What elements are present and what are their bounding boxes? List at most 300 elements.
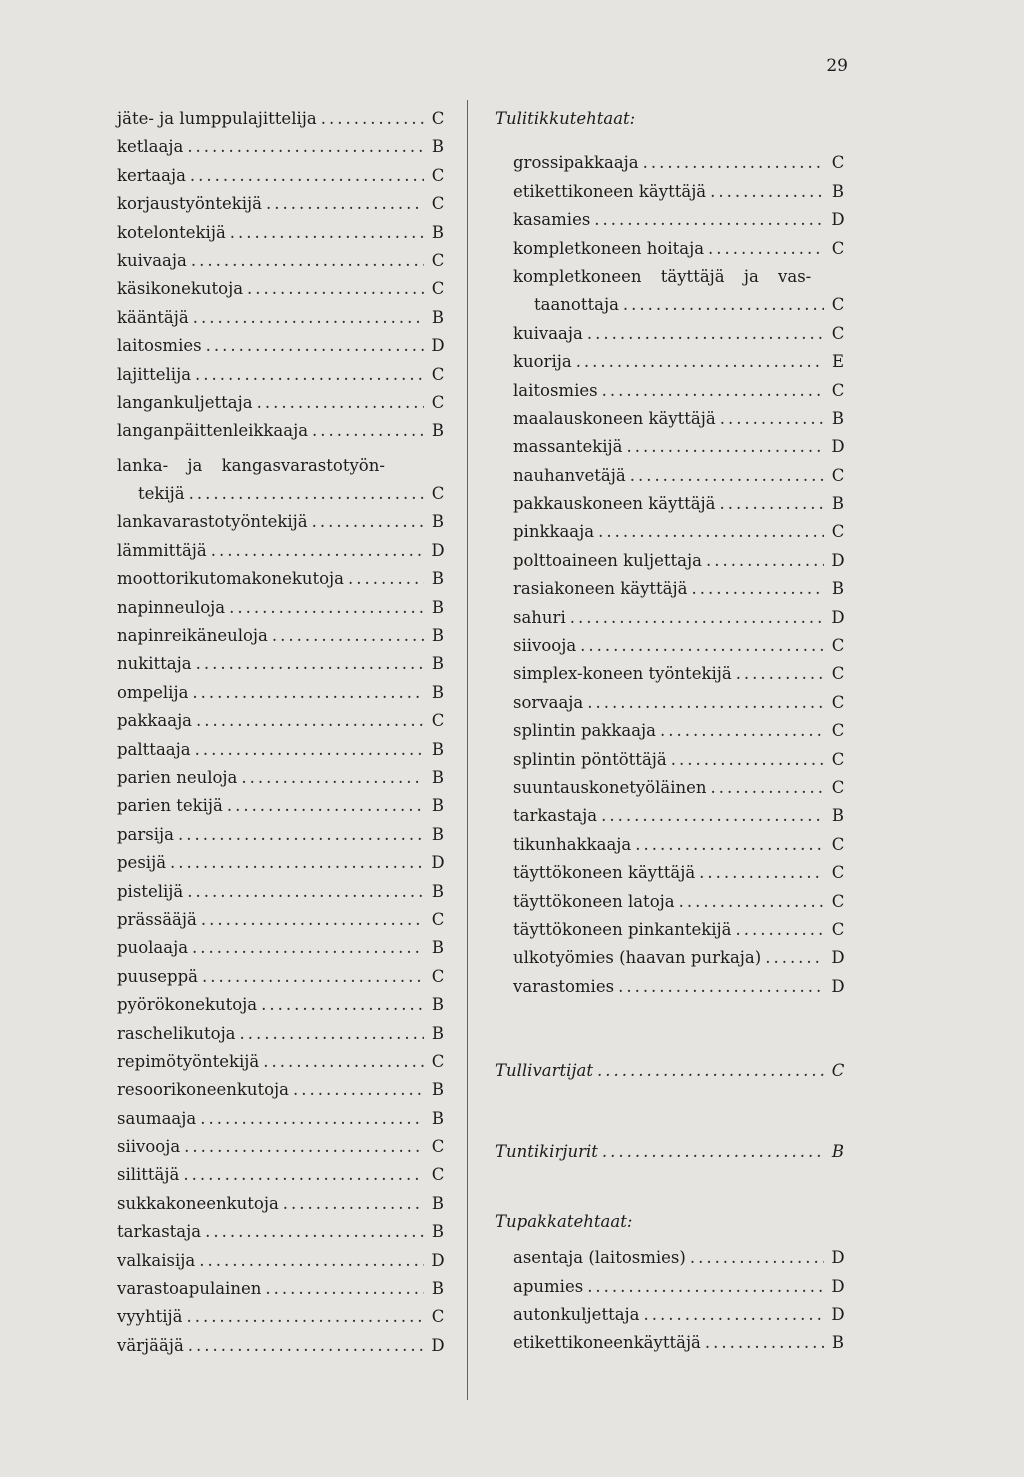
list-item — [117, 1332, 447, 1360]
occupation-name: kuorija — [513, 352, 572, 372]
dot-leader — [193, 304, 424, 332]
grade-value: C — [831, 749, 845, 769]
dot-leader — [710, 178, 824, 206]
grade-value: D — [431, 1335, 445, 1355]
dot-leader — [257, 389, 424, 417]
occupation-name: apumies — [513, 1276, 584, 1296]
occupation-name: ketlaaja — [117, 137, 184, 157]
occupation-name: pakkauskoneen käyttäjä — [513, 494, 716, 514]
grade-value: B — [831, 408, 845, 428]
list-item — [117, 190, 447, 218]
occupation-name: siivooja — [513, 636, 577, 656]
dot-leader — [283, 1190, 424, 1218]
occupation-name: lanka- ja kangasvarastotyön- — [117, 455, 385, 475]
grade-value: C — [431, 1051, 445, 1071]
list-item — [495, 462, 847, 490]
list-item — [495, 1273, 847, 1301]
occupation-name: napinneuloja — [117, 597, 226, 617]
occupation-name: kompletkoneen hoitaja — [513, 238, 705, 258]
list-item-first-line — [495, 263, 847, 291]
grade-value: B — [431, 1193, 445, 1213]
grade-value: D — [831, 550, 845, 570]
grade-value: B — [431, 597, 445, 617]
occupation-name: langanpäittenleikkaaja — [117, 421, 309, 441]
list-item — [495, 859, 847, 887]
occupation-name: polttoaineen kuljettaja — [513, 550, 702, 570]
grade-value: B — [831, 579, 845, 599]
dot-leader — [241, 764, 424, 792]
grade-value: C — [831, 891, 845, 911]
grade-value: B — [431, 654, 445, 674]
grade-value: C — [831, 863, 845, 883]
list-item — [117, 1161, 447, 1189]
page-number: 29 — [826, 56, 848, 76]
dot-leader — [660, 717, 824, 745]
grade-value: B — [831, 494, 845, 514]
dot-leader — [240, 1020, 424, 1048]
grade-value: C — [431, 194, 445, 214]
occupation-name: rasiakoneen käyttäjä — [513, 579, 688, 599]
occupation-name: splintin pakkaaja — [513, 721, 657, 741]
right-column — [495, 105, 847, 1358]
occupation-name: siivooja — [117, 1137, 181, 1157]
dot-leader — [706, 547, 824, 575]
dot-leader — [348, 565, 424, 593]
grade-value: B — [431, 1279, 445, 1299]
list-item — [117, 361, 447, 389]
list-item — [495, 433, 847, 461]
occupation-name: saumaaja — [117, 1108, 197, 1128]
dot-leader — [587, 1273, 824, 1301]
grade-value: D — [831, 1276, 845, 1296]
occupation-name: lankavarastotyöntekijä — [117, 512, 308, 532]
dot-leader — [580, 632, 824, 660]
occupation-name: pesijä — [117, 853, 167, 873]
tulitikkutehtaat-list — [495, 149, 847, 1001]
dot-leader — [202, 963, 424, 991]
list-item — [117, 991, 447, 1019]
dot-leader — [184, 1133, 424, 1161]
dot-leader — [183, 1161, 424, 1189]
list-item — [117, 963, 447, 991]
grade-value: B — [431, 995, 445, 1015]
list-item — [495, 377, 847, 405]
grade-value: C — [431, 279, 445, 299]
list-item — [117, 1303, 447, 1331]
occupation-name: simplex-koneen työntekijä — [513, 664, 732, 684]
occupation-name: kotelontekijä — [117, 222, 226, 242]
list-item — [117, 565, 447, 593]
dot-leader — [186, 1303, 424, 1331]
occupation-name: silittäjä — [117, 1165, 180, 1185]
occupation-name: täyttökoneen käyttäjä — [513, 863, 696, 883]
list-item-first-line — [117, 452, 447, 480]
occupation-name: nukittaja — [117, 654, 192, 674]
grade-value: B — [431, 222, 445, 242]
occupation-name: puuseppä — [117, 966, 199, 986]
dot-leader — [195, 736, 424, 764]
occupation-name: etikettikoneenkäyttäjä — [513, 1333, 701, 1353]
occupation-name: kertaaja — [117, 165, 186, 185]
dot-leader — [199, 1247, 424, 1275]
list-item — [495, 746, 847, 774]
dot-leader — [196, 650, 424, 678]
dot-leader — [644, 1301, 825, 1329]
list-item — [117, 1190, 447, 1218]
list-item — [495, 831, 847, 859]
dot-leader — [265, 1275, 424, 1303]
list-item — [117, 480, 447, 508]
list-item — [495, 632, 847, 660]
occupation-name: maalauskoneen käyttäjä — [513, 408, 716, 428]
dot-leader — [736, 916, 825, 944]
occupation-name: etikettikoneen käyttäjä — [513, 181, 707, 201]
dot-leader — [736, 660, 824, 688]
list-item — [117, 1076, 447, 1104]
grade-value: C — [831, 238, 845, 258]
grade-value: D — [831, 210, 845, 230]
occupation-name: täyttökoneen latoja — [513, 891, 675, 911]
occupation-name: sahuri — [513, 607, 566, 627]
dot-leader — [627, 433, 824, 461]
occupation-name: moottorikutomakonekutoja — [117, 569, 345, 589]
list-item — [117, 707, 447, 735]
dot-leader — [618, 973, 824, 1001]
occupation-name: valkaisija — [117, 1250, 196, 1270]
dot-leader — [630, 462, 824, 490]
dot-leader — [206, 332, 424, 360]
list-item — [495, 916, 847, 944]
list-item — [117, 1247, 447, 1275]
occupation-name: pakkaaja — [117, 711, 193, 731]
occupation-name: ompelija — [117, 682, 189, 702]
dot-leader — [187, 878, 424, 906]
dot-leader — [196, 707, 424, 735]
grade-value: B — [431, 512, 445, 532]
list-item — [117, 537, 447, 565]
dot-leader — [635, 831, 824, 859]
grade-value: C — [831, 1061, 845, 1081]
occupation-name: raschelikutoja — [117, 1023, 236, 1043]
grade-value: B — [431, 739, 445, 759]
grade-value: D — [431, 540, 445, 560]
occupation-name: jäte- ja lumppulajittelija — [117, 109, 317, 128]
left-column — [117, 105, 447, 1360]
occupation-name: täyttökoneen pinkantekijä — [513, 919, 732, 939]
grade-value: B — [431, 421, 445, 441]
grade-value: C — [431, 250, 445, 270]
dot-leader — [272, 622, 424, 650]
grade-value: C — [831, 692, 845, 712]
list-item — [117, 133, 447, 161]
grade-value: C — [831, 664, 845, 684]
dot-leader — [190, 162, 424, 190]
dot-leader — [192, 679, 424, 707]
list-item — [117, 622, 447, 650]
list-item — [495, 518, 847, 546]
dot-leader — [229, 594, 424, 622]
list-item — [495, 235, 847, 263]
list-item — [495, 149, 847, 177]
grade-value: C — [831, 522, 845, 542]
occupation-name: korjaustyöntekijä — [117, 194, 263, 214]
grade-value: C — [831, 919, 845, 939]
dot-leader — [192, 934, 424, 962]
grade-value: C — [431, 966, 445, 986]
grade-value: B — [431, 626, 445, 646]
dot-leader — [230, 219, 424, 247]
list-item — [495, 973, 847, 1001]
occupation-name: resoorikoneenkutoja — [117, 1080, 290, 1100]
dot-leader — [699, 859, 824, 887]
dot-leader — [187, 133, 424, 161]
list-item — [117, 1218, 447, 1246]
list-item — [495, 774, 847, 802]
section-heading-tupakkatehtaat: Tupakkatehtaat: — [495, 1211, 633, 1231]
list-item — [117, 105, 447, 133]
occupation-name: parien tekijä — [117, 796, 223, 816]
grade-value: C — [431, 484, 445, 504]
dot-leader — [705, 1329, 824, 1357]
grade-value: B — [431, 796, 445, 816]
list-item — [117, 1048, 447, 1076]
occupation-name: pinkkaaja — [513, 522, 595, 542]
list-item — [117, 878, 447, 906]
occupation-name: parsija — [117, 824, 174, 844]
section-heading-tulitikkutehtaat: Tulitikkutehtaat: — [495, 109, 636, 128]
occupation-name: laitosmies — [117, 336, 202, 356]
occupation-name: asentaja (laitosmies) — [513, 1248, 686, 1268]
occupation-name: nauhanvetäjä — [513, 465, 626, 485]
grade-value: D — [831, 1248, 845, 1268]
grade-value: C — [431, 364, 445, 384]
occupation-name: ulkotyömies (haavan purkaja) — [513, 948, 762, 968]
occupation-name: sorvaaja — [513, 692, 584, 712]
list-item — [117, 650, 447, 678]
list-item — [495, 1244, 847, 1272]
occupation-name: splintin pöntöttäjä — [513, 749, 667, 769]
grade-value: D — [431, 853, 445, 873]
list-item — [495, 547, 847, 575]
grade-value: D — [831, 1305, 845, 1325]
list-item — [117, 247, 447, 275]
dot-leader — [643, 149, 824, 177]
list-item — [117, 508, 447, 536]
dot-leader — [708, 235, 824, 263]
grade-value: C — [431, 1137, 445, 1157]
list-item — [117, 679, 447, 707]
list-item — [117, 821, 447, 849]
grade-value: C — [831, 834, 845, 854]
grade-value: C — [831, 465, 845, 485]
list-item — [117, 304, 447, 332]
grade-value: B — [431, 1023, 445, 1043]
occupation-name: suuntauskonetyöläinen — [513, 777, 707, 797]
list-item — [117, 275, 447, 303]
grade-value: B — [431, 881, 445, 901]
dot-leader — [312, 508, 424, 536]
dot-leader — [195, 361, 424, 389]
dot-leader — [601, 802, 824, 830]
list-item — [117, 1105, 447, 1133]
dot-leader — [227, 792, 424, 820]
occupation-name: parien neuloja — [117, 767, 238, 787]
list-item — [495, 405, 847, 433]
occupation-name: varastoapulainen — [117, 1279, 262, 1299]
dot-leader — [191, 247, 424, 275]
grade-value: D — [831, 607, 845, 627]
occupation-name-continuation: taanottaja — [534, 295, 619, 315]
list-item — [495, 178, 847, 206]
dot-leader — [587, 320, 824, 348]
occupation-name: puolaaja — [117, 938, 189, 958]
occupation-name: grossipakkaaja — [513, 153, 639, 173]
grade-value: C — [431, 909, 445, 929]
occupation-name: tarkastaja — [513, 806, 598, 826]
dot-leader — [200, 1105, 424, 1133]
grade-value: C — [431, 165, 445, 185]
occupation-name: varastomies — [513, 976, 615, 996]
grade-value: C — [431, 1307, 445, 1327]
grade-value: C — [431, 1165, 445, 1185]
grade-value: C — [831, 721, 845, 741]
grade-value: B — [431, 137, 445, 157]
grade-value: B — [831, 1141, 845, 1161]
grade-value: B — [431, 1080, 445, 1100]
grade-value: B — [831, 181, 845, 201]
occupation-name: lajittelija — [117, 364, 192, 384]
dot-leader — [170, 849, 424, 877]
dot-leader — [312, 417, 424, 445]
grade-value: C — [831, 636, 845, 656]
dot-leader — [570, 604, 824, 632]
occupation-name: pyörökonekutoja — [117, 995, 258, 1015]
dot-leader — [602, 1138, 824, 1166]
occupation-name: prässääjä — [117, 909, 197, 929]
grade-value: B — [431, 682, 445, 702]
dot-leader — [720, 490, 825, 518]
dot-leader — [597, 1057, 824, 1085]
occupation-name: tikunhakkaaja — [513, 834, 632, 854]
grade-value: B — [831, 1333, 845, 1353]
dot-leader — [711, 774, 824, 802]
list-item — [495, 320, 847, 348]
list-item — [117, 764, 447, 792]
dot-leader — [205, 1218, 424, 1246]
grade-value: D — [431, 336, 445, 356]
dot-leader — [261, 991, 424, 1019]
tupakkatehtaat-list — [495, 1244, 847, 1358]
list-item — [495, 490, 847, 518]
dot-leader — [178, 821, 424, 849]
dot-leader — [691, 575, 824, 603]
list-item — [495, 575, 847, 603]
grade-value: C — [831, 295, 845, 315]
dot-leader — [576, 348, 824, 376]
grade-value: B — [431, 569, 445, 589]
occupation-name: napinreikäneuloja — [117, 626, 268, 646]
dot-leader — [201, 906, 424, 934]
list-item — [495, 944, 847, 972]
dot-leader — [671, 746, 824, 774]
list-item — [117, 1020, 447, 1048]
occupation-name: kompletkoneen täyttäjä ja vas- — [513, 266, 812, 286]
grade-value: B — [431, 1108, 445, 1128]
dot-leader — [263, 1048, 424, 1076]
list-item — [495, 802, 847, 830]
dot-leader — [623, 291, 824, 319]
grade-value: B — [431, 307, 445, 327]
section-heading-tullivartijat: Tullivartijat ..... C — [495, 1057, 847, 1085]
list-item — [495, 1301, 847, 1329]
occupation-name: tarkastaja — [117, 1222, 202, 1242]
section-heading-tuntikirjurit: Tuntikirjurit ..... B — [495, 1138, 847, 1166]
grade-value: C — [431, 392, 445, 412]
occupation-name: autonkuljettaja — [513, 1305, 640, 1325]
grade-value: B — [831, 806, 845, 826]
grade-value: C — [831, 777, 845, 797]
list-item — [117, 934, 447, 962]
list-item — [117, 417, 447, 445]
list-item — [117, 736, 447, 764]
column-divider — [467, 100, 468, 1400]
occupation-name: kuivaaja — [117, 250, 187, 270]
dot-leader — [189, 480, 424, 508]
grade-value: E — [831, 352, 845, 372]
list-item — [495, 291, 847, 319]
occupation-name: värjääjä — [117, 1335, 184, 1355]
dot-leader — [587, 689, 824, 717]
occupation-name: käsikonekutoja — [117, 279, 244, 299]
occupation-name: lämmittäjä — [117, 540, 207, 560]
occupation-name: pistelijä — [117, 881, 184, 901]
list-item — [495, 206, 847, 234]
grade-value: C — [831, 323, 845, 343]
list-item — [117, 162, 447, 190]
dot-leader — [293, 1076, 424, 1104]
grade-value: B — [431, 1222, 445, 1242]
occupation-name: repimötyöntekijä — [117, 1051, 260, 1071]
list-item — [117, 849, 447, 877]
list-item — [495, 888, 847, 916]
occupation-name: langankuljettaja — [117, 392, 253, 412]
dot-leader — [720, 405, 824, 433]
list-item — [495, 689, 847, 717]
list-item — [117, 1275, 447, 1303]
grade-value: D — [831, 976, 845, 996]
list-item — [117, 1133, 447, 1161]
occupation-name: massantekijä — [513, 437, 623, 457]
occupation-name: kääntäjä — [117, 307, 189, 327]
list-item — [117, 792, 447, 820]
list-item — [495, 604, 847, 632]
dot-leader — [598, 518, 824, 546]
list-item — [495, 660, 847, 688]
list-item — [495, 348, 847, 376]
occupation-name: vyyhtijä — [117, 1307, 183, 1327]
list-item — [117, 332, 447, 360]
grade-value: C — [831, 153, 845, 173]
grade-value: D — [831, 437, 845, 457]
dot-leader — [266, 190, 424, 218]
grade-value: B — [431, 767, 445, 787]
dot-leader — [247, 275, 424, 303]
dot-leader — [602, 377, 824, 405]
grade-value: B — [431, 824, 445, 844]
grade-value: B — [431, 938, 445, 958]
dot-leader — [211, 537, 424, 565]
occupation-name: sukkakoneenkutoja — [117, 1193, 279, 1213]
